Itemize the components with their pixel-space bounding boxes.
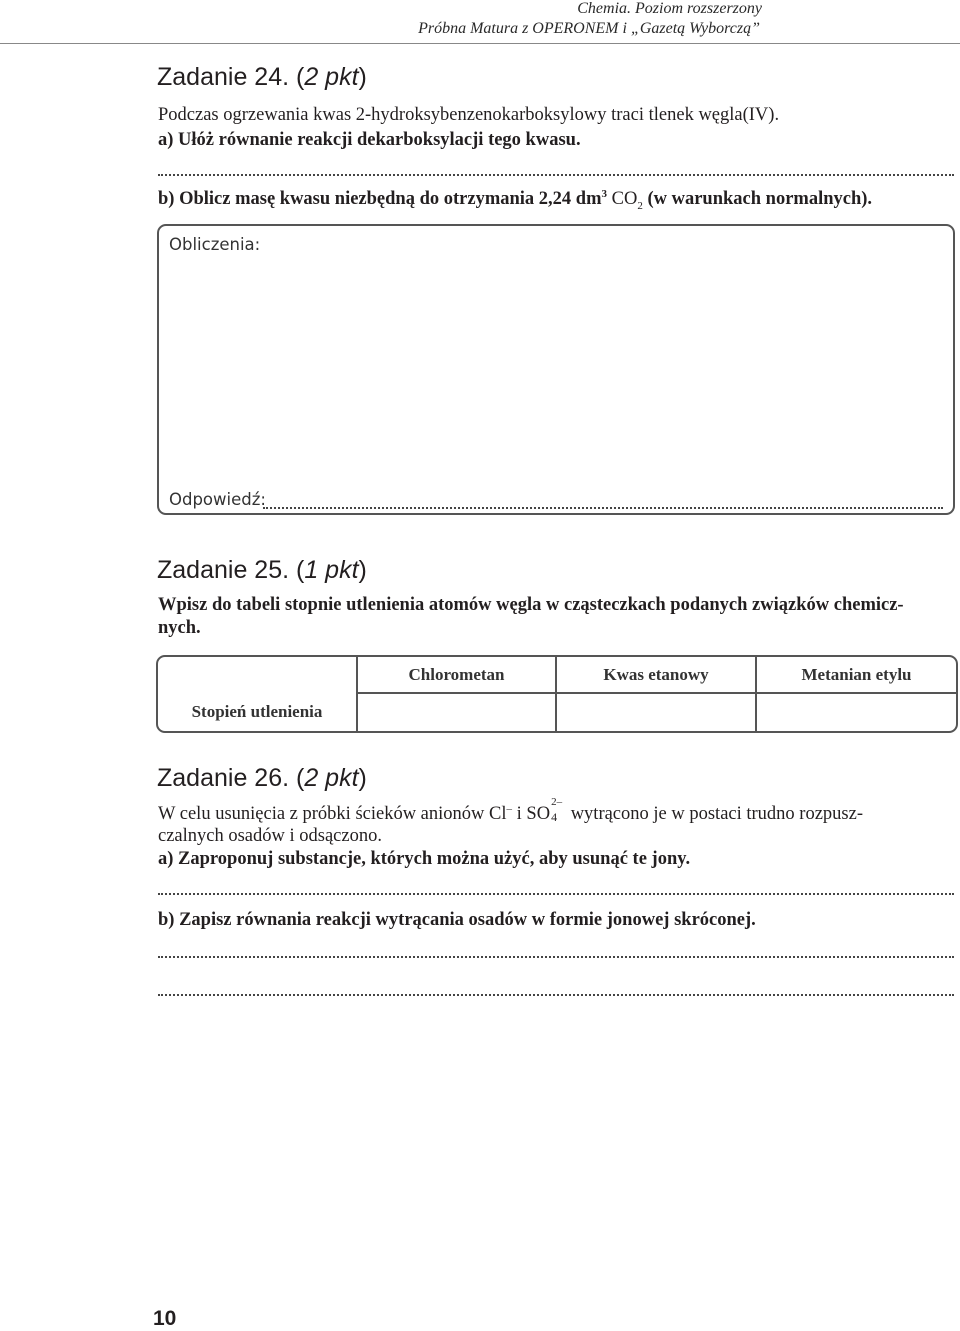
task-25-instruction: Wpisz do tabeli stopnie utlenienia atomów węgla w cząsteczkach podanych związków chemicz- <box>158 595 904 615</box>
answer-cell-chloromethane[interactable] <box>358 694 555 731</box>
task-26-title: Zadanie 26. (2 pkt) <box>157 764 367 792</box>
task-26-intro-cont: czalnych osadów i odsączono. <box>158 826 382 846</box>
column-header-chloromethane: Chlorometan <box>408 665 505 684</box>
answer-label: Odpowiedź: <box>169 490 266 509</box>
task-24-part-a: a) Ułóż równanie reakcji dekarboksylacji tego kwasu. <box>158 130 581 150</box>
column-header-ethanoic-acid: Kwas etanowy <box>603 665 709 684</box>
header-exam: Próbna Matura z OPERONEM i „Gazetą Wyborczą” <box>418 20 760 37</box>
task-25-instruction-cont: nych. <box>158 618 201 638</box>
answer-line[interactable] <box>158 994 954 996</box>
answer-line[interactable] <box>158 893 954 895</box>
row-header-oxidation-state: Stopień utlenienia <box>191 702 323 721</box>
task-24-title: Zadanie 24. (2 pkt) <box>157 63 367 91</box>
task-24-intro: Podczas ogrzewania kwas 2-hydroksybenzenokarboksylowy traci tlenek węgla(IV). <box>158 105 780 125</box>
answer-cell-ethanoic-acid[interactable] <box>557 694 755 731</box>
page-number: 10 <box>153 1307 177 1330</box>
task-26-intro: W celu usunięcia z próbki ścieków anionów Cl– i SO 2– 4 wytrącono je w postaci trudno rozpusz- <box>158 796 864 825</box>
column-header-ethyl-methanoate: Metanian etylu <box>801 665 912 684</box>
answer-line[interactable] <box>263 507 943 509</box>
answer-line[interactable] <box>158 174 954 176</box>
calculation-box[interactable] <box>157 224 955 515</box>
task-25-title: Zadanie 25. (1 pkt) <box>157 556 367 584</box>
header-divider <box>0 43 960 44</box>
header-subject: Chemia. Poziom rozszerzony <box>577 0 762 17</box>
answer-cell-ethyl-methanoate[interactable] <box>757 694 956 731</box>
calculation-label: Obliczenia: <box>169 235 261 254</box>
oxidation-state-table <box>156 655 958 733</box>
answer-line[interactable] <box>158 956 954 958</box>
task-26-part-b: b) Zapisz równania reakcji wytrącania osadów w formie jonowej skróconej. <box>158 910 756 930</box>
task-26-part-a: a) Zaproponuj substancje, których można użyć, aby usunąć te jony. <box>158 849 691 869</box>
task-24-part-b: b) Oblicz masę kwasu niezbędną do otrzymania 2,24 $dm^3$ $CO_2$ (w warunkach normalnych). <box>158 188 873 212</box>
